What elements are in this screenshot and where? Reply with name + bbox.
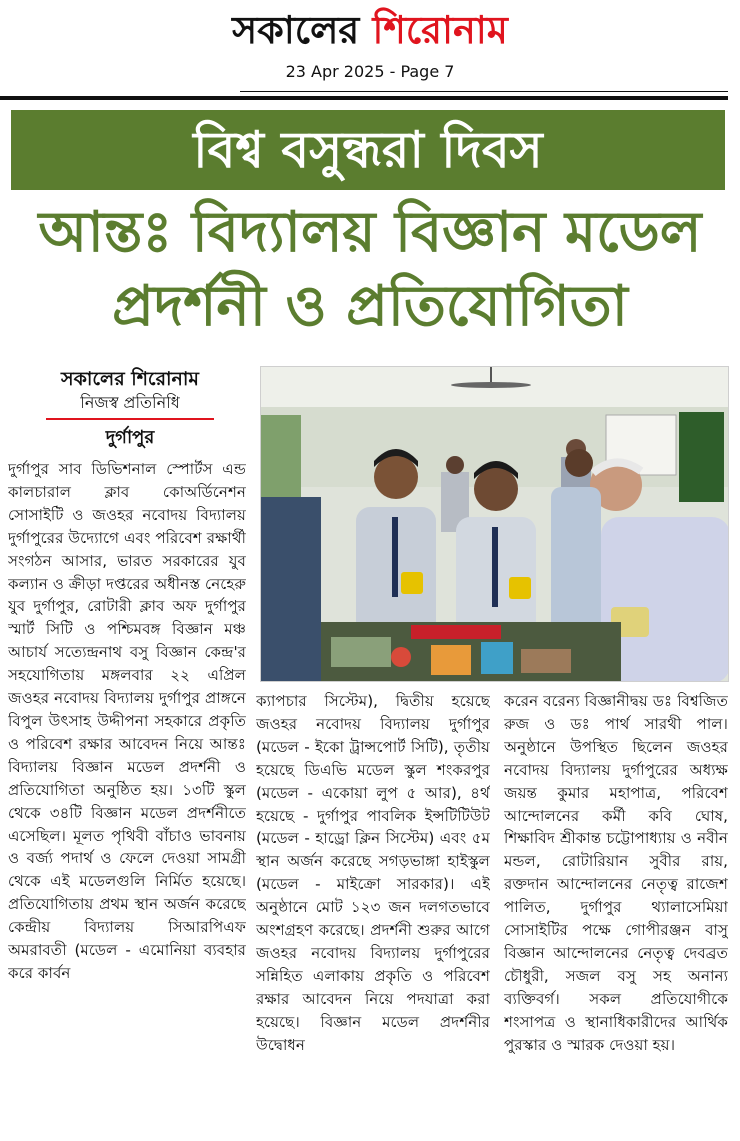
- article-column-1: [8, 458, 246, 1136]
- newspaper-title-part1: সকালের: [232, 8, 373, 52]
- section-banner-text: বিশ্ব বসুন্ধরা দিবস: [193, 121, 543, 179]
- headline-line-2: প্রদর্শনী ও প্রতিযোগিতা: [112, 274, 628, 339]
- byline-divider: [46, 418, 214, 420]
- masthead: [0, 0, 740, 100]
- issue-date-page: 23 Apr 2025 - Page 7: [285, 62, 455, 81]
- masthead-rule: [0, 96, 728, 100]
- article-text-column-3: করেন বরেন্য বিজ্ঞানীদ্বয় ডঃ বিশ্বজিত রুজ ও ডঃ পার্থ সারথী পাল। অনুষ্ঠানে উপস্থিত ছিলেন জওহর নবোদয় বিদ্যালয় দুর্গাপুরের অধ্যক্ষ জয়ন্ত কুমার মহাপাত্র, পরিবেশ আন্দোলনের কর্মী কবি ঘোষ, শিক্ষাবিদ শ্রীকান্ত চট্টোপাধ্যায় ও নবীন মন্ডল, রোটারিয়ান সুবীর রায়, রক্তদান আন্দোলনের নেতৃত্ব রাজেশ পালিত, দুর্গাপুর থ্যালাসেমিয়া সোসাইটির পক্ষে গোপীরঞ্জন বাসু বিজ্ঞান আন্দোলনের নেতৃত্ব দেবব্রত চৌধুরী, সজল বসু সহ অনান্য ব্যক্তিবর্গ। সকল প্রতিযোগীকে শংসাপত্র ও স্থানাধিকারীদের আর্থিক পুরস্কার ও স্মারক দেওয়া হয়।: [504, 692, 728, 1054]
- article-column-2: [256, 690, 490, 1136]
- article-column-3: [504, 690, 728, 1136]
- byline-role: নিজস্ব প্রতিনিধি: [80, 393, 180, 412]
- newspaper-title: [0, 6, 740, 54]
- dateline-place: দুর্গাপুর: [105, 427, 155, 448]
- students-with-science-models-photo: [260, 366, 729, 682]
- headline-line-1: আন্তঃ বিদ্যালয় বিজ্ঞান মডেল: [38, 200, 702, 265]
- article-text-column-1: দুর্গাপুর সাব ডিভিশনাল স্পোর্টস এন্ড কালচারাল ক্লাব কোঅর্ডিনেশন সোসাইটি ও জওহর নবোদয় বিদ্যালয় দুর্গাপুরের উদ্যোগে এবং পরিবেশ রক্ষার্থী সংগঠন আসার, ভারত সরকারের যুব কল্যান ও ক্রীড়া দপ্তরের অধীনস্ত নেহেরু যুব দুর্গাপুর, রোটারী ক্লাব অফ দুর্গাপুর স্মার্ট সিটি ও পশ্চিমবঙ্গ বিজ্ঞান মঞ্চ আচার্য সত্যেন্দ্রনাথ বসু বিজ্ঞান কেন্দ্র'র সহযোগিতায় মঙ্গলবার ২২ এপ্রিল জওহর নবোদয় বিদ্যালয় দুর্গাপুর প্রাঙ্গনে বিপুল উৎসাহ উদ্দীপনা সহকারে প্রকৃতি ও পরিবেশ রক্ষার আবেদন নিয়ে আন্তঃ বিদ্যালয় বিজ্ঞান মডেল প্রদর্শনী ও প্রতিযোগিতা অনুষ্ঠিত হয়। ১৩টি স্কুল থেকে ৩৪টি বিজ্ঞান মডেল প্রদর্শনীতে এসেছিল। মূলত পৃথিবী বাঁচাও ভাবনায় ও বর্জ্য পদার্থ ও ফেলে দেওয়া সামগ্রী থেকে এই মডেলগুলি নির্মিত হয়েছে। প্রতিযোগিতায় প্রথম স্থান অর্জন করেছে কেন্দ্রীয় বিদ্যালয় সিআরপিএফ অমরাবতী (মডেল - এমোনিয়া ব্যবহার করে কার্বন: [8, 460, 246, 982]
- newspaper-title-part2: শিরোনাম: [372, 8, 508, 52]
- byline: [6, 366, 254, 450]
- article-text-column-2: ক্যাপচার সিস্টেম), দ্বিতীয় হয়েছে জওহর নবোদয় বিদ্যালয় দুর্গাপুর (মডেল - ইকো ট্রান্সপোর্ট সিটি), তৃতীয় হয়েছে ডিএভি মডেল স্কুল শংকরপুর (মডেল - একোয়া লুপ ৫ আর), ৪র্থ হয়েছে - দুর্গাপুর পাবলিক ইন্সটিটিউট (মডেল - হাড্রো ক্লিন সিস্টেম) এবং ৫ম স্থান অর্জন করেছে সগড়ভাঙ্গা হাইস্কুল (মডেল - মাইক্রো সারকার)। এই অনুষ্ঠানে মোট ১২৩ জন দলগতভাবে অংশগ্রহণ করেছে। প্রদর্শনী শুরুর আগে জওহর নবোদয় বিদ্যালয় দুর্গাপুরের সন্নিহিত এলাকায় প্রকৃতি ও পরিবেশ রক্ষার আবেদন নিয়ে পদযাত্রা করা হয়েছে। বিজ্ঞান মডেল প্রদর্শনীর উদ্বোধন: [256, 692, 490, 1054]
- photo-illustration: [261, 367, 729, 682]
- article-headline: [0, 196, 740, 344]
- masthead-thin-rule: [240, 91, 728, 92]
- byline-name: সকালের শিরোনাম: [61, 368, 199, 390]
- section-banner: [11, 110, 725, 190]
